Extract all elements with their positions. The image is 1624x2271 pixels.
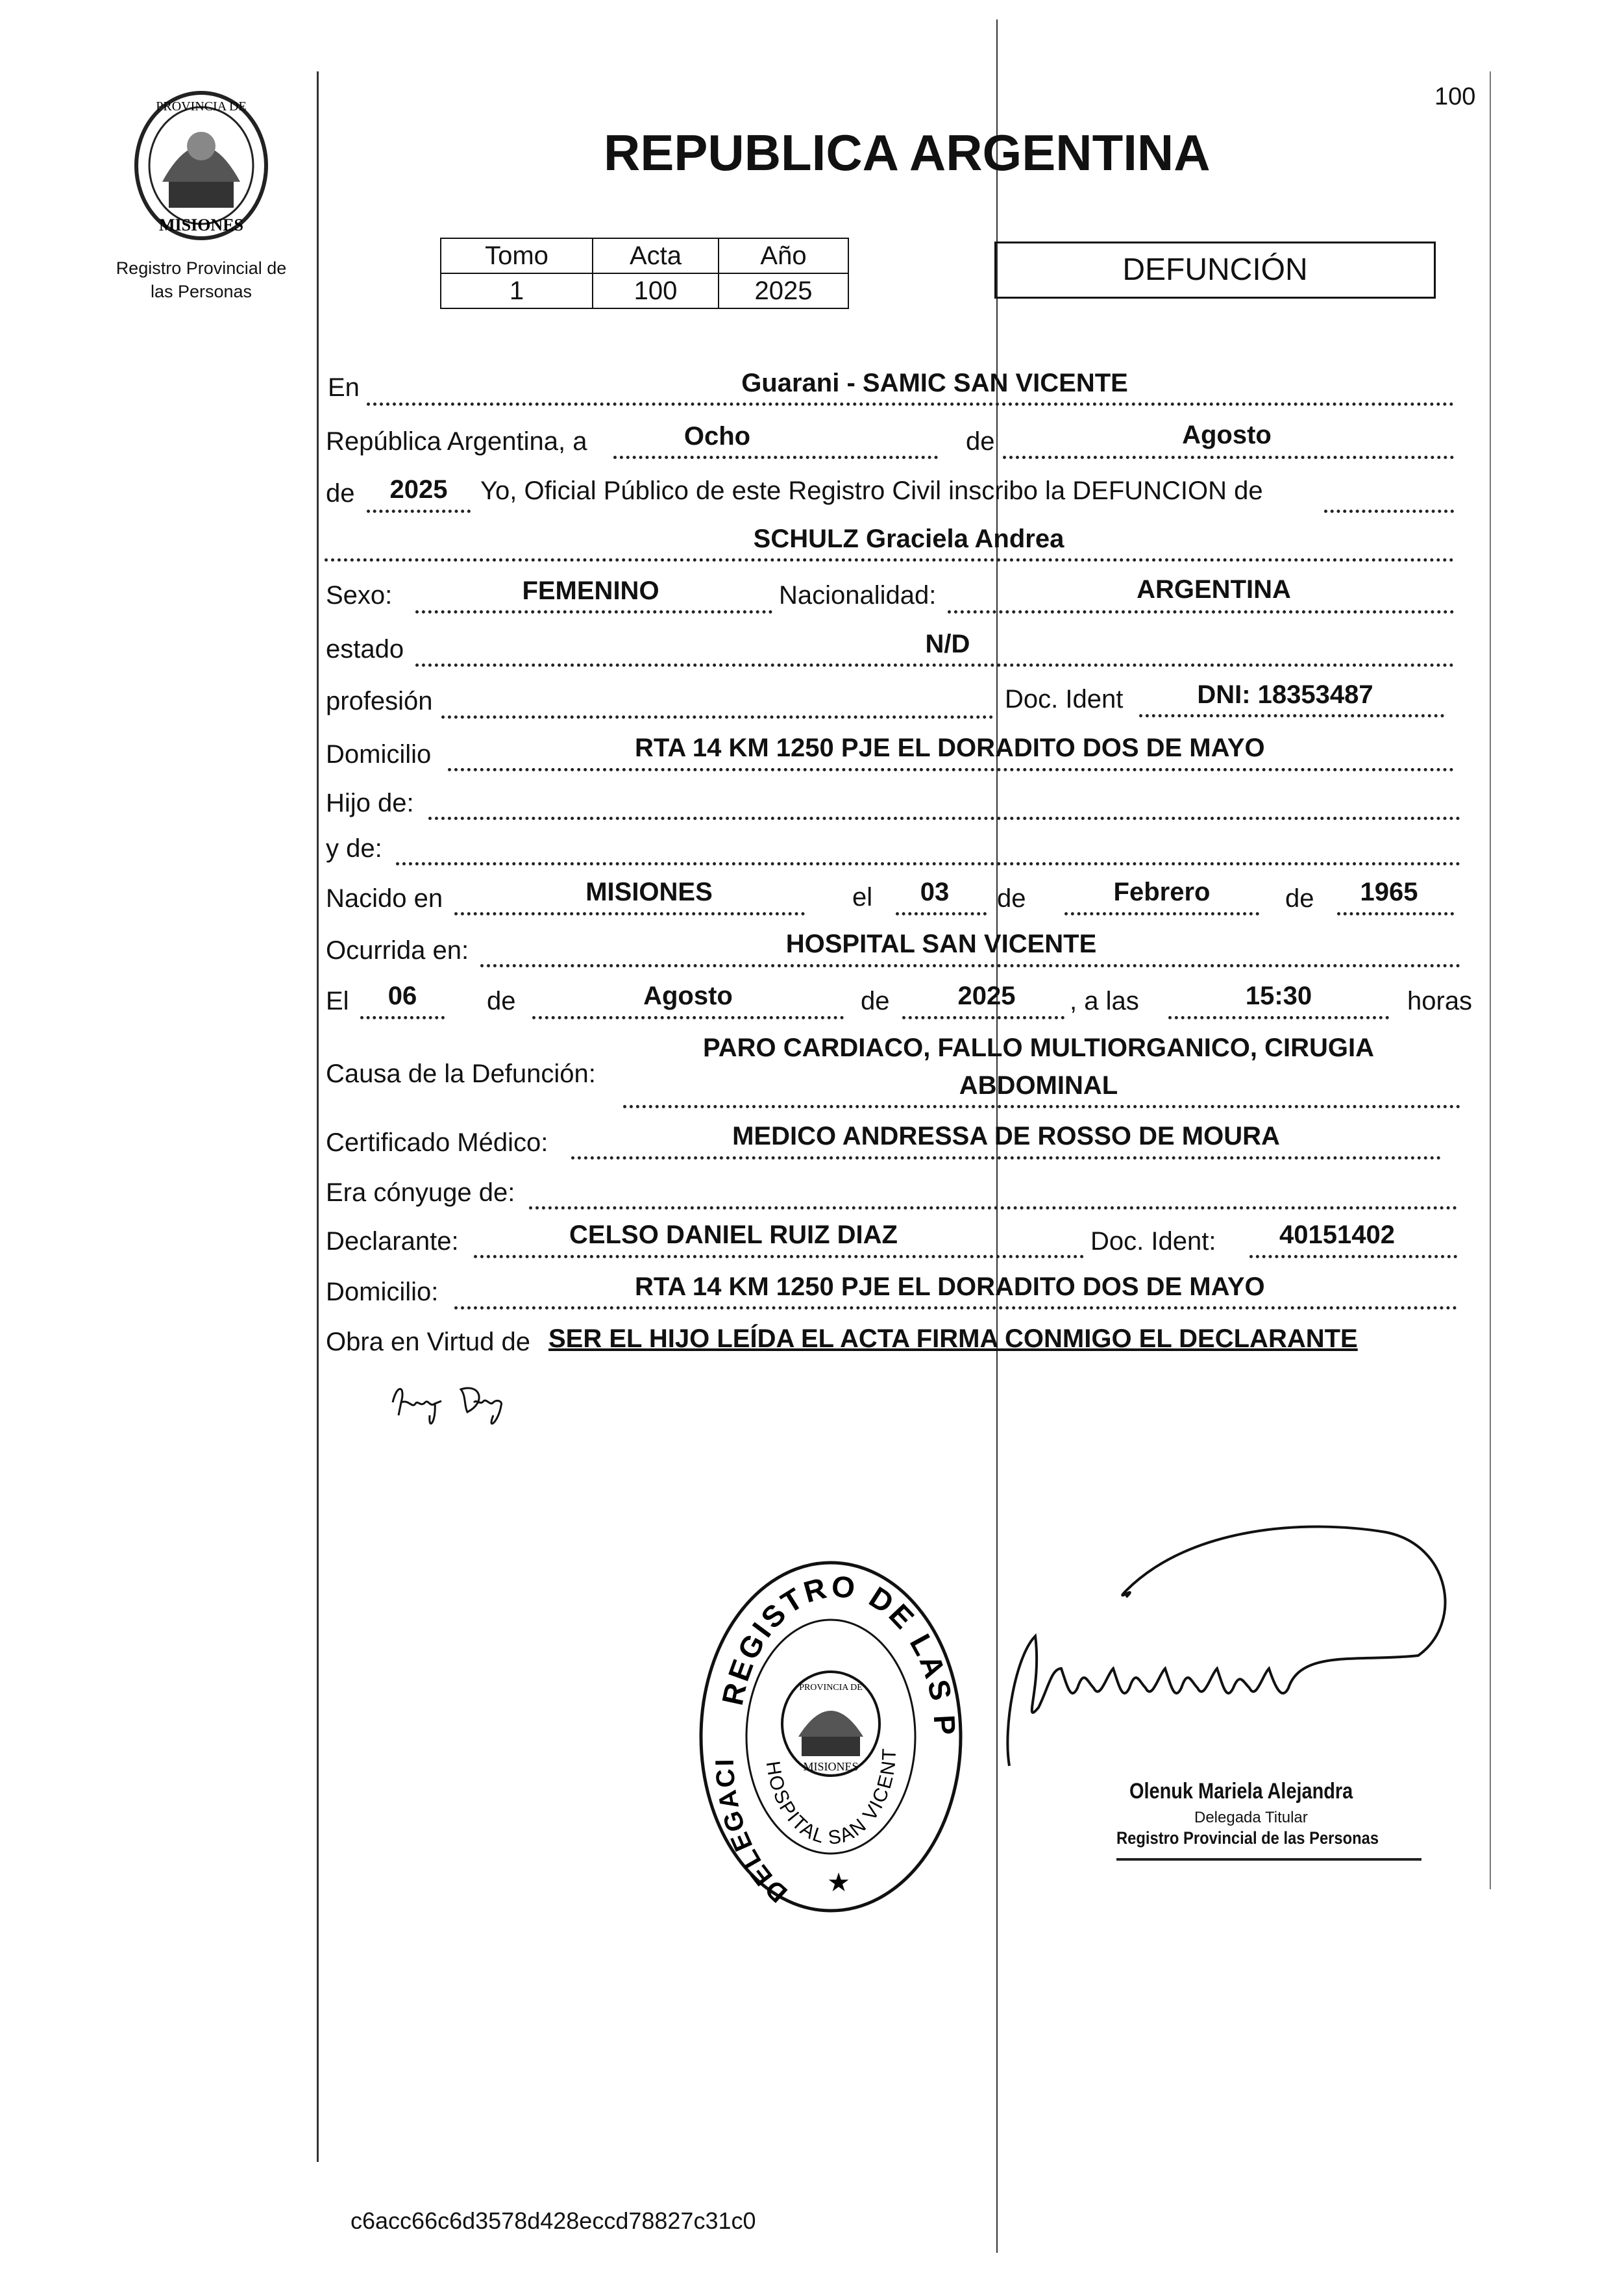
province-logo — [123, 84, 279, 247]
nacido-label: Nacido en — [326, 884, 443, 913]
document-hash: c6acc66c6d3578d428eccd78827c31c0 — [351, 2207, 756, 2234]
doc-ident-line — [1139, 714, 1444, 717]
page-number: 100 — [1434, 83, 1476, 110]
logo-text-top: PROVINCIA DE — [156, 99, 247, 114]
de-label-3: de — [997, 884, 1026, 913]
birth-day: 03 — [920, 878, 950, 906]
nacido-line — [454, 912, 805, 915]
death-month: Agosto — [643, 982, 733, 1010]
sexo-value: FEMENINO — [522, 577, 659, 605]
page-title: REPUBLICA ARGENTINA — [604, 124, 1211, 181]
year-value: 2025 — [389, 475, 448, 504]
obra-label: Obra en Virtud de — [326, 1328, 531, 1356]
birth-day-line — [896, 912, 987, 915]
stamp-emblem-top: PROVINCIA DE — [799, 1683, 863, 1693]
birth-year-line — [1337, 912, 1454, 915]
anio-header: Año — [719, 238, 848, 273]
declarante-value: CELSO DANIEL RUIZ DIAZ — [569, 1221, 898, 1249]
death-month-line — [532, 1016, 844, 1019]
estado-value: N/D — [925, 630, 970, 658]
en-line — [367, 403, 1454, 406]
acta-value: 100 — [593, 273, 719, 308]
stamp-arc-top: REGISTRO DE LAS P — [715, 1569, 963, 1739]
sexo-line — [415, 610, 772, 614]
nacionalidad-value: ARGENTINA — [1137, 575, 1291, 604]
certificado-label: Certificado Médico: — [326, 1128, 548, 1157]
republica-label: República Argentina, a — [326, 427, 587, 456]
anio-value: 2025 — [719, 273, 848, 308]
registry-caption — [91, 256, 312, 303]
conyuge-line — [529, 1206, 1457, 1210]
birth-year: 1965 — [1360, 878, 1418, 906]
causa-line — [623, 1105, 1460, 1108]
year-line — [367, 510, 471, 513]
declarant-signature — [389, 1376, 539, 1435]
birth-month-line — [1064, 912, 1259, 915]
declarante-domicilio-label: Domicilio: — [326, 1278, 439, 1306]
record-id-value-row — [441, 273, 848, 308]
declarante-domicilio-line — [454, 1306, 1457, 1309]
doc-ident-value: DNI: 18353487 — [1197, 680, 1373, 709]
month-value: Agosto — [1182, 421, 1272, 449]
declarante-label: Declarante: — [326, 1227, 459, 1256]
acta-header: Acta — [593, 238, 719, 273]
registry-caption-line1: Registro Provincial de — [116, 258, 287, 278]
deceased-name-line — [325, 558, 1454, 562]
official-stamp-underline — [1116, 1858, 1421, 1861]
declarante-doc-line — [1249, 1255, 1457, 1258]
profesion-line — [441, 715, 993, 719]
y-de-label: y de: — [326, 834, 382, 863]
el-label-2: El — [326, 987, 349, 1015]
de-label-6: de — [861, 987, 890, 1015]
statement-line — [1324, 510, 1454, 513]
y-de-line — [396, 862, 1460, 865]
obra-value: SER EL HIJO LEÍDA EL ACTA FIRMA CONMIGO EL DECLARANTE — [548, 1324, 1358, 1353]
stamp-inner-text: HOSPITAL SAN VICENT — [761, 1746, 901, 1849]
sexo-label: Sexo: — [326, 581, 393, 610]
day-words-line — [613, 456, 938, 459]
declarante-domicilio-value: RTA 14 KM 1250 PJE EL DORADITO DOS DE MAYO — [635, 1272, 1265, 1301]
domicilio-line — [448, 768, 1454, 771]
death-day: 06 — [388, 982, 417, 1010]
birth-month: Febrero — [1113, 878, 1211, 906]
declarante-line — [474, 1255, 1084, 1258]
day-words: Ocho — [683, 422, 751, 451]
act-type-label: DEFUNCIÓN — [1122, 253, 1308, 287]
hijo-de-label: Hijo de: — [326, 789, 414, 817]
ocurrida-label: Ocurrida en: — [326, 936, 469, 965]
death-day-line — [360, 1016, 445, 1019]
declarante-doc-label: Doc. Ident: — [1090, 1227, 1216, 1256]
tomo-header: Tomo — [441, 238, 593, 273]
domicilio-label: Domicilio — [326, 740, 432, 769]
month-line — [1003, 456, 1454, 459]
estado-line — [415, 664, 1454, 667]
domicilio-value: RTA 14 KM 1250 PJE EL DORADITO DOS DE MAYO — [635, 734, 1265, 762]
official-institution: Registro Provincial de las Personas — [1116, 1828, 1379, 1848]
tomo-value: 1 — [441, 273, 593, 308]
a-las-label: , a las — [1070, 987, 1139, 1015]
de-label-5: de — [487, 987, 516, 1015]
certificado-value: MEDICO ANDRESSA DE ROSSO DE MOURA — [732, 1122, 1280, 1150]
causa-line1: PARO CARDIACO, FALLO MULTIORGANICO, CIRUGIA — [702, 1034, 1375, 1062]
record-id-header-row — [441, 238, 848, 273]
deceased-name: SCHULZ Graciela Andrea — [753, 525, 1064, 553]
death-year-line — [902, 1016, 1064, 1019]
de-label-4: de — [1285, 884, 1314, 913]
conyuge-label: Era cónyuge de: — [326, 1178, 515, 1207]
declarante-doc-value: 40151402 — [1279, 1221, 1395, 1249]
logo-text-bottom: MISIONES — [158, 216, 244, 234]
de-label-1: de — [966, 427, 995, 456]
record-id-table — [440, 238, 849, 309]
statement-text: Yo, Oficial Público de este Registro Civil inscribo la DEFUNCION de — [480, 477, 1263, 505]
stamp-emblem-bottom: MISIONES — [803, 1760, 859, 1773]
nacido-value: MISIONES — [585, 878, 713, 906]
causa-line2: ABDOMINAL — [959, 1071, 1118, 1100]
act-type-box — [994, 242, 1436, 299]
nacionalidad-line — [948, 610, 1454, 614]
official-stamp — [695, 1555, 967, 1918]
registry-caption-line2: las Personas — [150, 282, 252, 301]
death-time-line — [1168, 1016, 1389, 1019]
causa-label: Causa de la Defunción: — [326, 1060, 596, 1088]
el-label-1: el — [852, 883, 873, 912]
de-label-2: de — [326, 479, 355, 508]
estado-label: estado — [326, 635, 404, 664]
ocurrida-value: HOSPITAL SAN VICENTE — [785, 930, 1097, 958]
doc-ident-label: Doc. Ident — [1005, 685, 1124, 714]
stamp-arc-left: DELEGACI — [710, 1757, 793, 1908]
official-role: Delegada Titular — [1194, 1809, 1308, 1826]
en-value: Guarani - SAMIC SAN VICENTE — [741, 369, 1128, 397]
ocurrida-line — [480, 964, 1460, 967]
en-label: En — [328, 373, 360, 402]
stamp-star-icon: ★ — [827, 1868, 850, 1898]
horas-label: horas — [1407, 987, 1473, 1015]
right-margin-line — [1490, 71, 1491, 1889]
death-year: 2025 — [957, 982, 1016, 1010]
nacionalidad-label: Nacionalidad: — [779, 581, 937, 610]
hijo-de-line — [428, 817, 1460, 820]
left-margin-line — [317, 71, 319, 2162]
official-signature — [996, 1493, 1464, 1772]
certificado-line — [571, 1156, 1441, 1160]
official-name: Olenuk Mariela Alejandra — [1129, 1779, 1353, 1804]
death-time: 15:30 — [1245, 982, 1312, 1010]
profesion-label: profesión — [326, 687, 433, 715]
